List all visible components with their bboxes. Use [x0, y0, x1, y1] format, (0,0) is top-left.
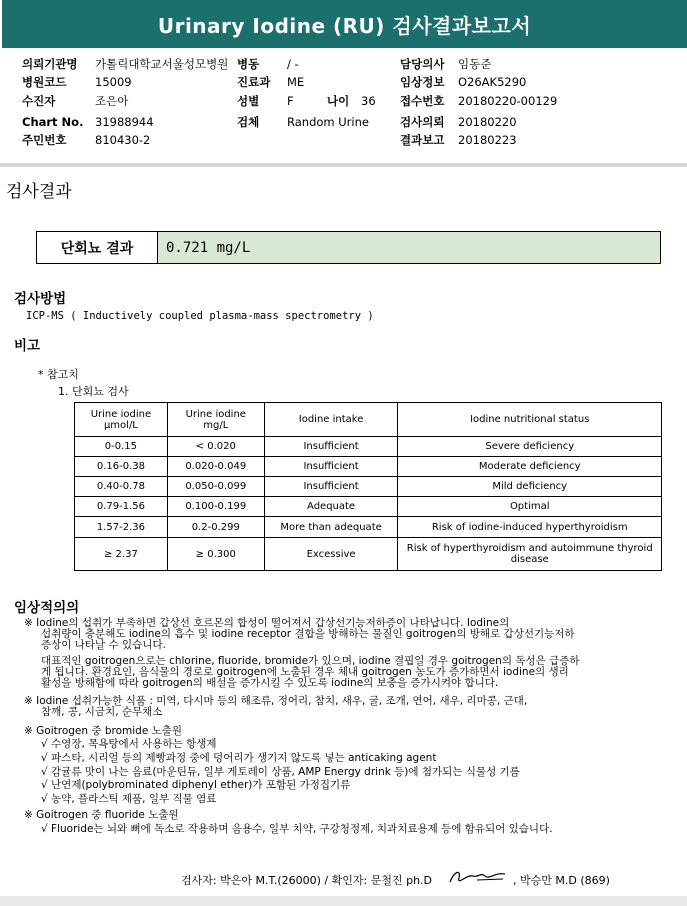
note-line: 증상이 나타날 수 있습니다. [41, 639, 166, 651]
label-request-date: 검사의뢰 [400, 115, 445, 129]
note-line: ※ Iodine 섭취가능한 식품 : 미역, 다시마 등의 해조류, 정어리, 참치, 새우, 굴, 조개, 연어, 새우, 리마콩, 근대, [24, 695, 528, 707]
value-request-date: 20180220 [458, 115, 517, 129]
value-age: 36 [361, 94, 376, 108]
table-cell: 0.050-0.099 [167, 477, 264, 497]
note-line: √ 농약, 플라스틱 제품, 일부 직물 염료 [41, 793, 217, 805]
table-cell: 0.16-0.38 [75, 457, 168, 477]
label-doctor: 담당의사 [400, 57, 445, 71]
remarks-heading: 비고 [14, 338, 41, 354]
table-cell: 0.40-0.78 [75, 477, 168, 497]
reference-table [74, 402, 662, 571]
page-bottom-bar [0, 896, 687, 906]
method-heading: 검사방법 [14, 291, 67, 307]
table-header-cell: Urine iodine mg/L [167, 403, 264, 437]
value-chart-no: 31988944 [95, 115, 154, 129]
note-line: ※ Goitrogen 중 fluoride 노출원 [24, 809, 179, 821]
table-cell: Mild deficiency [398, 477, 662, 497]
result-label: 단회뇨 결과 [37, 232, 158, 263]
table-row [75, 437, 662, 457]
value-sex: F [287, 94, 294, 108]
value-specimen: Random Urine [287, 115, 369, 129]
patient-info-header [0, 50, 687, 163]
table-cell: Excessive [264, 538, 398, 571]
label-report-date: 결과보고 [400, 133, 445, 147]
value-clinical-info: O26AK5290 [458, 75, 527, 89]
label-resident-number: 주민번호 [22, 133, 67, 147]
value-doctor: 임동준 [458, 57, 492, 71]
value-accession-number: 20180220-00129 [458, 94, 558, 108]
table-cell: 0.79-1.56 [75, 497, 168, 517]
note-line: 게 됩니다. 환경요인, 음식물의 경로로 goitrogen에 노출된 경우 체내 goitrogen 농도가 증가하면서 iodine의 생리 [41, 666, 569, 678]
table-row [75, 538, 662, 571]
table-header-cell: Iodine nutritional status [398, 403, 662, 437]
note-line: 대표적인 goitrogen으로는 chlorine, fluoride, bromide가 있으며, iodine 결핍일 경우 goitrogen의 독성은 급증하 [41, 655, 580, 667]
table-row [75, 477, 662, 497]
table-row [75, 497, 662, 517]
reference-label: * 참고치 [38, 368, 79, 381]
label-requesting-institution: 의뢰기관명 [22, 57, 78, 71]
table-cell: Risk of iodine-induced hyperthyroidism [398, 517, 662, 538]
label-hospital-code: 병원코드 [22, 75, 67, 89]
table-cell: Adequate [264, 497, 398, 517]
table-row [75, 517, 662, 538]
table-header-row [75, 403, 662, 437]
table-header-cell: Urine iodine μmol/L [75, 403, 168, 437]
value-requesting-institution: 가톨릭대학교서울성모병원 [95, 57, 229, 71]
value-department: ME [287, 75, 305, 89]
table-cell: Severe deficiency [398, 437, 662, 457]
doctor-text: , 박승만 M.D (869) [513, 874, 610, 887]
header-row [0, 132, 687, 149]
value-resident-number: 810430-2 [95, 133, 151, 147]
table-cell: 0.020-0.049 [167, 457, 264, 477]
table-cell: 0.100-0.199 [167, 497, 264, 517]
table-cell: 1.57-2.36 [75, 517, 168, 538]
table-cell: ≥ 2.37 [75, 538, 168, 571]
header-row [0, 93, 687, 110]
header-divider [0, 163, 687, 167]
report-title: Urinary Iodine (RU) 검사결과보고서 [157, 13, 532, 38]
value-ward: / - [287, 57, 299, 71]
note-line: √ 파스타, 시리얼 등의 제빵과정 중에 덩어리가 생기지 않도록 넣는 anticaking agent [41, 752, 437, 764]
clinical-heading: 임상적의의 [14, 600, 80, 616]
table-cell: More than adequate [264, 517, 398, 538]
label-accession-number: 접수번호 [400, 94, 445, 108]
value-patient: 조은아 [95, 94, 129, 108]
table-header-cell: Iodine intake [264, 403, 398, 437]
note-line: √ 난연제(polybrominated diphenyl ether)가 포함된 가정집기류 [41, 779, 351, 791]
note-line: 활성을 방해함에 따라 goitrogen의 배설을 증가시킬 수 있도록 iodine의 보충을 증가시켜야 합니다. [41, 677, 499, 689]
value-report-date: 20180223 [458, 133, 517, 147]
note-line: √ 수영장, 목욕탕에서 사용하는 항생제 [41, 738, 217, 750]
method-text: ICP-MS ( Inductively coupled plasma-mass spectrometry ) [26, 310, 374, 322]
table-cell: < 0.020 [167, 437, 264, 457]
table-cell: Insufficient [264, 457, 398, 477]
table-cell: ≥ 0.300 [167, 538, 264, 571]
table-cell: Moderate deficiency [398, 457, 662, 477]
note-line: √ 감귤류 맛이 나는 음료(마운틴듀, 일부 게토레이 상품, AMP Energy drink 등)에 첨가되는 식물성 기름 [41, 766, 520, 778]
header-row [0, 56, 687, 73]
signature-image [447, 866, 509, 888]
table-cell: Insufficient [264, 477, 398, 497]
result-value: 0.721 mg/L [158, 232, 660, 263]
header-row [0, 74, 687, 91]
results-section-title: 검사결과 [6, 182, 72, 202]
label-ward: 병동 [237, 57, 260, 71]
header-row [0, 114, 687, 131]
note-line: √ Fluoride는 뇌와 뼈에 독소로 작용하며 음용수, 일부 치약, 구강청정제, 치과치료용제 등에 함유되어 있습니다. [41, 823, 553, 835]
note-line: ※ Iodine의 섭취가 부족하면 갑상선 호르몬의 합성이 떨어져서 갑상선기능저하증이 나타납니다. Iodine의 [24, 617, 510, 629]
table-cell: 0-0.15 [75, 437, 168, 457]
table-cell: Optimal [398, 497, 662, 517]
table-cell: Risk of hyperthyroidism and autoimmune thyroid disease [398, 538, 662, 571]
note-line: 참깨, 콩, 시금치, 순무채소 [41, 706, 163, 718]
note-line: ※ Goitrogen 중 bromide 노출원 [24, 725, 183, 737]
reference-sublabel: 1. 단회뇨 검사 [58, 385, 129, 398]
value-hospital-code: 15009 [95, 75, 132, 89]
result-box [36, 231, 661, 264]
label-patient: 수진자 [22, 94, 56, 108]
table-cell: 0.2-0.299 [167, 517, 264, 538]
table-row [75, 457, 662, 477]
label-clinical-info: 임상정보 [400, 75, 445, 89]
table-cell: Insufficient [264, 437, 398, 457]
examiner-text: 검사자: 박은아 M.T.(26000) / 확인자: 문철진 ph.D [181, 874, 433, 887]
report-title-bar [2, 0, 687, 48]
label-specimen: 검체 [237, 115, 260, 129]
label-department: 진료과 [237, 75, 271, 89]
note-line: 섭취량이 충분해도 iodine의 흡수 및 iodine receptor 결합을 방해하는 물질인 goitrogen의 방해로 갑상선기능저하 [41, 628, 575, 640]
label-sex: 성별 [237, 94, 260, 108]
label-chart-no: Chart No. [22, 115, 84, 129]
label-age: 나이 [327, 94, 350, 108]
